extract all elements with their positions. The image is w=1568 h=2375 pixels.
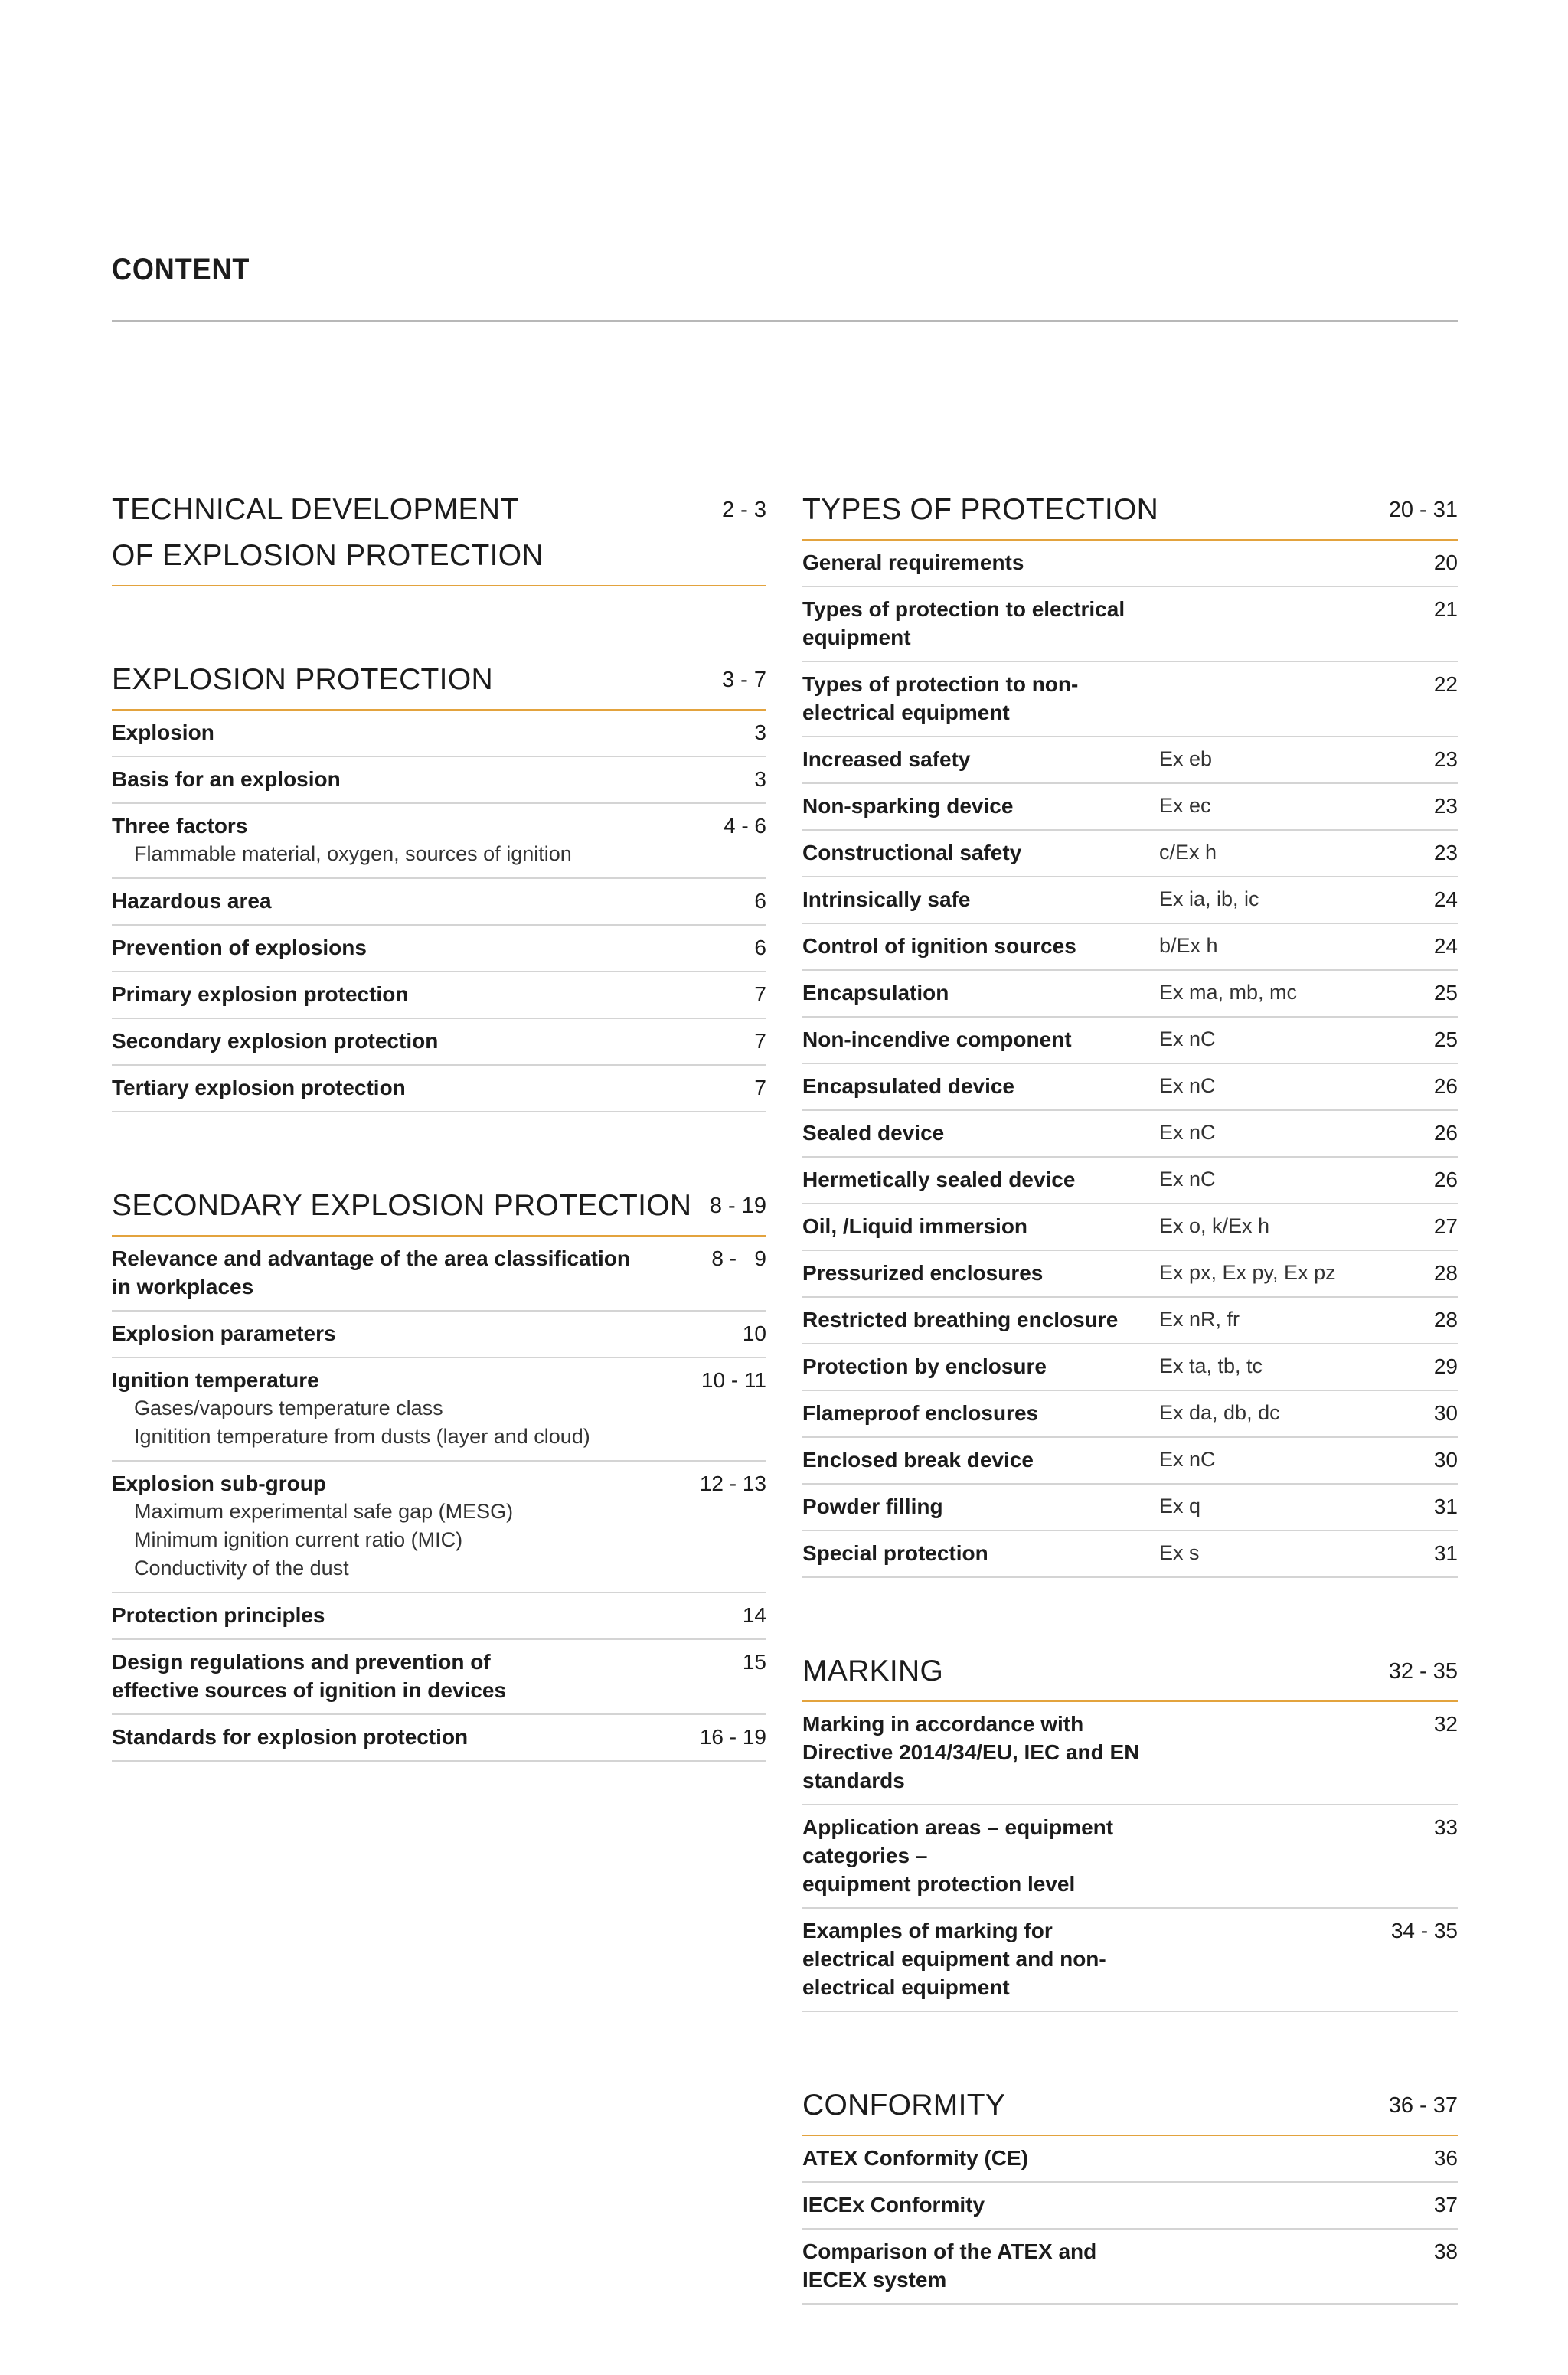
section-header	[802, 1648, 1458, 1702]
entry-protection-code: Ex nC	[1159, 1027, 1216, 1050]
toc-entry[interactable]	[802, 784, 1458, 831]
toc-entry[interactable]	[112, 1593, 766, 1640]
entry-text	[802, 885, 1159, 913]
entry-protection-code: Ex da, db, dc	[1159, 1401, 1280, 1424]
entry-protection-code: Ex nC	[1159, 1448, 1216, 1471]
entry-page-number: 10 - 11	[701, 1368, 766, 1392]
entry-page-number: 24	[1433, 887, 1458, 911]
entry-text	[802, 838, 1159, 867]
entry-page-number: 12 - 13	[699, 1472, 766, 1495]
entry-page-number: 28	[1433, 1261, 1458, 1285]
entry-text	[112, 1648, 675, 1704]
entry-text	[112, 1601, 675, 1629]
section-title-line: TYPES OF PROTECTION	[802, 493, 1159, 526]
entry-text	[112, 765, 675, 793]
entry-protection-code: Ex px, Ex py, Ex pz	[1159, 1261, 1336, 1284]
entry-label: Control of ignition sources	[802, 934, 1076, 958]
entry-protection-code: Ex o, k/Ex h	[1159, 1214, 1270, 1237]
toc-entry[interactable]	[802, 1298, 1458, 1344]
entry-label: Special protection	[802, 1541, 988, 1565]
toc-entry[interactable]	[802, 831, 1458, 877]
toc-entry[interactable]	[112, 1066, 766, 1112]
entry-page-number: 33	[1433, 1815, 1458, 1839]
toc-entry[interactable]	[802, 541, 1458, 587]
entry-page-number: 21	[1433, 597, 1458, 621]
toc-entry[interactable]	[802, 924, 1458, 971]
entry-text	[112, 812, 675, 868]
entry-text	[802, 932, 1159, 960]
entry-text	[112, 1469, 675, 1583]
section-title	[802, 1648, 943, 1694]
entry-text	[802, 595, 1159, 652]
entry-label: Flameproof enclosures	[802, 1401, 1039, 1425]
entry-label: Pressurized enclosures	[802, 1261, 1044, 1285]
entry-text	[802, 1119, 1159, 1147]
entry-page-number: 37	[1433, 2193, 1458, 2217]
toc-entry[interactable]	[802, 1438, 1458, 1485]
entry-protection-code: b/Ex h	[1159, 934, 1218, 957]
entry-page-number: 23	[1433, 794, 1458, 818]
entry-label: Encapsulated device	[802, 1074, 1015, 1098]
entry-label: Relevance and advantage of the area classification in workplaces	[112, 1246, 630, 1299]
entry-protection-code: Ex eb	[1159, 747, 1213, 770]
entry-text	[802, 1539, 1159, 1567]
entry-page-number: 30	[1433, 1448, 1458, 1472]
entry-label: Design regulations and prevention of effective sources of ignition in devices	[112, 1650, 507, 1702]
entry-text	[112, 1366, 675, 1451]
entry-text	[802, 670, 1159, 727]
entry-label: Marking in accordance with Directive 2014/34/EU, IEC and EN standards	[802, 1712, 1140, 1792]
entry-text	[802, 1492, 1159, 1521]
entry-protection-code: Ex ma, mb, mc	[1159, 981, 1298, 1004]
toc-section	[112, 657, 766, 1112]
entry-text	[802, 1399, 1159, 1427]
entry-page-number: 4 - 6	[723, 814, 766, 838]
entry-page-number: 6	[754, 936, 766, 959]
entry-protection-code: Ex nC	[1159, 1168, 1216, 1191]
toc-entry[interactable]	[112, 1640, 766, 1715]
section-title-line: CONFORMITY	[802, 2089, 1006, 2122]
toc-left-column	[112, 487, 766, 1832]
entry-text	[802, 745, 1159, 773]
entry-page-number: 14	[742, 1603, 766, 1627]
entry-text	[802, 1072, 1159, 1100]
entry-text	[802, 1305, 1159, 1334]
entry-page-number: 27	[1433, 1214, 1458, 1238]
entry-page-number: 26	[1433, 1074, 1458, 1098]
toc-entry[interactable]	[802, 1805, 1458, 1909]
entry-label: ATEX Conformity (CE)	[802, 2146, 1029, 2170]
entry-text	[112, 887, 675, 915]
section-title-line: EXPLOSION PROTECTION	[112, 663, 493, 696]
entry-label: Protection principles	[112, 1603, 325, 1627]
section-title	[112, 487, 544, 579]
toc-entry[interactable]	[802, 1064, 1458, 1111]
toc-entry[interactable]	[802, 1344, 1458, 1391]
toc-entry[interactable]	[802, 971, 1458, 1018]
entry-page-number: 30	[1433, 1401, 1458, 1425]
entry-page-number: 32	[1433, 1712, 1458, 1736]
toc-entry[interactable]	[802, 1018, 1458, 1064]
toc-entry[interactable]	[112, 972, 766, 1019]
entry-text	[802, 2144, 1159, 2172]
entry-page-number: 25	[1433, 1027, 1458, 1051]
entry-label: Basis for an explosion	[112, 767, 341, 791]
entry-page-number: 24	[1433, 934, 1458, 958]
entry-label: Explosion parameters	[112, 1321, 336, 1345]
toc-entry[interactable]	[802, 1204, 1458, 1251]
section-title	[802, 2083, 1005, 2128]
toc-entry[interactable]	[802, 1909, 1458, 2012]
entry-text	[802, 1710, 1159, 1795]
entry-label: Sealed device	[802, 1121, 945, 1145]
section-page-range: 2 - 3	[721, 498, 766, 522]
toc-entry[interactable]	[112, 1462, 766, 1593]
entry-page-number: 31	[1433, 1495, 1458, 1518]
section-header	[112, 1183, 766, 1237]
title-divider	[112, 320, 1458, 322]
toc-entry[interactable]	[802, 1531, 1458, 1578]
toc-entry[interactable]	[802, 1702, 1458, 1805]
entry-label: Non-sparking device	[802, 794, 1014, 818]
entry-page-number: 38	[1433, 2239, 1458, 2263]
toc-entry[interactable]	[802, 662, 1458, 737]
section-title	[112, 1183, 691, 1229]
section-header	[802, 487, 1458, 541]
toc-entry[interactable]	[112, 757, 766, 804]
entry-protection-code: Ex nC	[1159, 1074, 1216, 1097]
toc-section	[802, 1648, 1458, 2012]
toc-section	[802, 487, 1458, 1578]
entry-page-number: 36	[1433, 2146, 1458, 2170]
entry-protection-code: Ex ta, tb, tc	[1159, 1354, 1263, 1377]
entry-label: Powder filling	[802, 1495, 943, 1518]
entry-label: Encapsulation	[802, 981, 949, 1005]
entry-label: Comparison of the ATEX and IECEX system	[802, 2239, 1097, 2292]
entry-protection-code: Ex s	[1159, 1541, 1200, 1564]
section-title-line: OF EXPLOSION PROTECTION	[112, 539, 544, 572]
entry-label: Secondary explosion protection	[112, 1029, 439, 1053]
entry-page-number: 29	[1433, 1354, 1458, 1378]
entry-label: Prevention of explosions	[112, 936, 367, 959]
entry-text	[802, 1813, 1159, 1898]
toc-entry[interactable]	[802, 2136, 1458, 2183]
entry-page-number: 28	[1433, 1308, 1458, 1331]
entry-page-number: 15	[742, 1650, 766, 1674]
entry-label: Hermetically sealed device	[802, 1168, 1076, 1191]
entry-label: Types of protection to electrical equipment	[802, 597, 1125, 649]
entry-page-number: 25	[1433, 981, 1458, 1005]
section-header	[112, 657, 766, 711]
entry-label: Explosion	[112, 720, 214, 744]
entry-page-number: 20	[1433, 550, 1458, 574]
entry-page-number: 6	[754, 889, 766, 913]
entry-text	[112, 718, 675, 746]
entry-page-number: 7	[754, 1076, 766, 1099]
entry-protection-code: c/Ex h	[1159, 841, 1217, 864]
entry-label: Primary explosion protection	[112, 982, 409, 1006]
entry-text	[112, 933, 675, 962]
entry-protection-code: Ex ia, ib, ic	[1159, 887, 1259, 910]
entry-text	[112, 1319, 675, 1348]
entry-page-number: 26	[1433, 1168, 1458, 1191]
entry-label: Types of protection to non-electrical equipment	[802, 672, 1079, 724]
entry-label: Explosion sub-group	[112, 1472, 326, 1495]
toc-entry[interactable]	[802, 877, 1458, 924]
entry-subitem: Conductivity of the dust	[134, 1557, 349, 1580]
entry-text	[802, 1259, 1159, 1287]
entry-subitem: Ignitition temperature from dusts (layer and cloud)	[134, 1425, 590, 1448]
section-title-line: MARKING	[802, 1655, 944, 1687]
entry-text	[802, 548, 1159, 577]
entry-text	[112, 1027, 675, 1055]
entry-text	[802, 792, 1159, 820]
toc-right-column	[802, 487, 1458, 2375]
entry-text	[802, 1165, 1159, 1194]
toc-entry[interactable]	[112, 1019, 766, 1066]
toc-entry[interactable]	[112, 1358, 766, 1462]
toc-section	[802, 2083, 1458, 2305]
section-page-range: 32 - 35	[1388, 1659, 1458, 1684]
entry-label: Restricted breathing enclosure	[802, 1308, 1119, 1331]
entry-label: Tertiary explosion protection	[112, 1076, 406, 1099]
toc-entry[interactable]	[112, 879, 766, 926]
entry-label: Intrinsically safe	[802, 887, 971, 911]
entry-page-number: 22	[1433, 672, 1458, 696]
entry-protection-code: Ex q	[1159, 1495, 1201, 1517]
toc-entry[interactable]	[112, 1237, 766, 1312]
entry-page-number: 31	[1433, 1541, 1458, 1565]
entry-text	[802, 1446, 1159, 1474]
entry-protection-code: Ex nR, fr	[1159, 1308, 1240, 1331]
entry-label: Hazardous area	[112, 889, 272, 913]
entry-page-number: 8 - 9	[711, 1246, 766, 1270]
section-page-range: 36 - 37	[1388, 2093, 1458, 2118]
entry-text	[802, 2237, 1159, 2294]
entry-protection-code: Ex nC	[1159, 1121, 1216, 1144]
section-title	[112, 657, 493, 703]
entry-page-number: 3	[754, 720, 766, 744]
toc-entry[interactable]	[112, 804, 766, 879]
entry-label: Non-incendive component	[802, 1027, 1072, 1051]
page-title: CONTENT	[112, 253, 250, 286]
entry-label: General requirements	[802, 550, 1024, 574]
entry-page-number: 23	[1433, 747, 1458, 771]
toc-section	[112, 487, 766, 586]
entry-label: Standards for explosion protection	[112, 1725, 469, 1749]
entry-text	[802, 1916, 1159, 2001]
entry-label: Protection by enclosure	[802, 1354, 1047, 1378]
toc-entry[interactable]	[802, 1391, 1458, 1438]
section-title-line: SECONDARY EXPLOSION PROTECTION	[112, 1189, 692, 1222]
entry-subitem: Flammable material, oxygen, sources of ignition	[134, 842, 572, 865]
entry-label: Application areas – equipment categories – equipment protection level	[802, 1815, 1114, 1896]
entry-text	[112, 980, 675, 1008]
toc-entry[interactable]	[802, 587, 1458, 662]
section-page-range: 3 - 7	[721, 668, 766, 692]
toc-section	[112, 1183, 766, 1762]
entry-label: Oil, /Liquid immersion	[802, 1214, 1028, 1238]
entry-subitem: Gases/vapours temperature class	[134, 1397, 443, 1419]
entry-page-number: 26	[1433, 1121, 1458, 1145]
entry-text	[802, 978, 1159, 1007]
entry-page-number: 34 - 35	[1390, 1919, 1458, 1942]
entry-page-number: 7	[754, 982, 766, 1006]
entry-page-number: 10	[742, 1321, 766, 1345]
entry-page-number: 16 - 19	[699, 1725, 766, 1749]
entry-subitem: Minimum ignition current ratio (MIC)	[134, 1528, 463, 1551]
entry-page-number: 23	[1433, 841, 1458, 864]
toc-entry[interactable]	[802, 1111, 1458, 1158]
section-title-line: TECHNICAL DEVELOPMENT	[112, 493, 519, 526]
entry-page-number: 7	[754, 1029, 766, 1053]
entry-text	[802, 1025, 1159, 1054]
entry-label: Enclosed break device	[802, 1448, 1034, 1472]
entry-text	[112, 1244, 675, 1301]
toc-entry[interactable]	[112, 1715, 766, 1762]
toc-entry[interactable]	[802, 1485, 1458, 1531]
section-page-range: 20 - 31	[1388, 498, 1458, 522]
entry-subitem: Maximum experimental safe gap (MESG)	[134, 1500, 514, 1523]
toc-entry[interactable]	[802, 2230, 1458, 2305]
section-page-range: 8 - 19	[709, 1194, 766, 1218]
entry-text	[112, 1723, 675, 1751]
toc-entry[interactable]	[112, 1312, 766, 1358]
entry-label: Constructional safety	[802, 841, 1022, 864]
toc-entry[interactable]	[112, 711, 766, 757]
entry-label: Examples of marking for electrical equipment and non-electrical equipment	[802, 1919, 1106, 1999]
entry-label: IECEx Conformity	[802, 2193, 985, 2217]
entry-text	[802, 2190, 1159, 2219]
toc-entry[interactable]	[802, 2183, 1458, 2230]
entry-label: Three factors	[112, 814, 248, 838]
entry-text	[112, 1073, 675, 1102]
section-header	[802, 2083, 1458, 2136]
entry-label: Ignition temperature	[112, 1368, 319, 1392]
toc-entry[interactable]	[802, 1251, 1458, 1298]
entry-label: Increased safety	[802, 747, 971, 771]
entry-text	[802, 1212, 1159, 1240]
entry-page-number: 3	[754, 767, 766, 791]
section-title	[802, 487, 1158, 533]
entry-protection-code: Ex ec	[1159, 794, 1211, 817]
section-header	[112, 487, 766, 586]
toc-entry[interactable]	[112, 926, 766, 972]
toc-entry[interactable]	[802, 1158, 1458, 1204]
toc-entry[interactable]	[802, 737, 1458, 784]
entry-text	[802, 1352, 1159, 1380]
